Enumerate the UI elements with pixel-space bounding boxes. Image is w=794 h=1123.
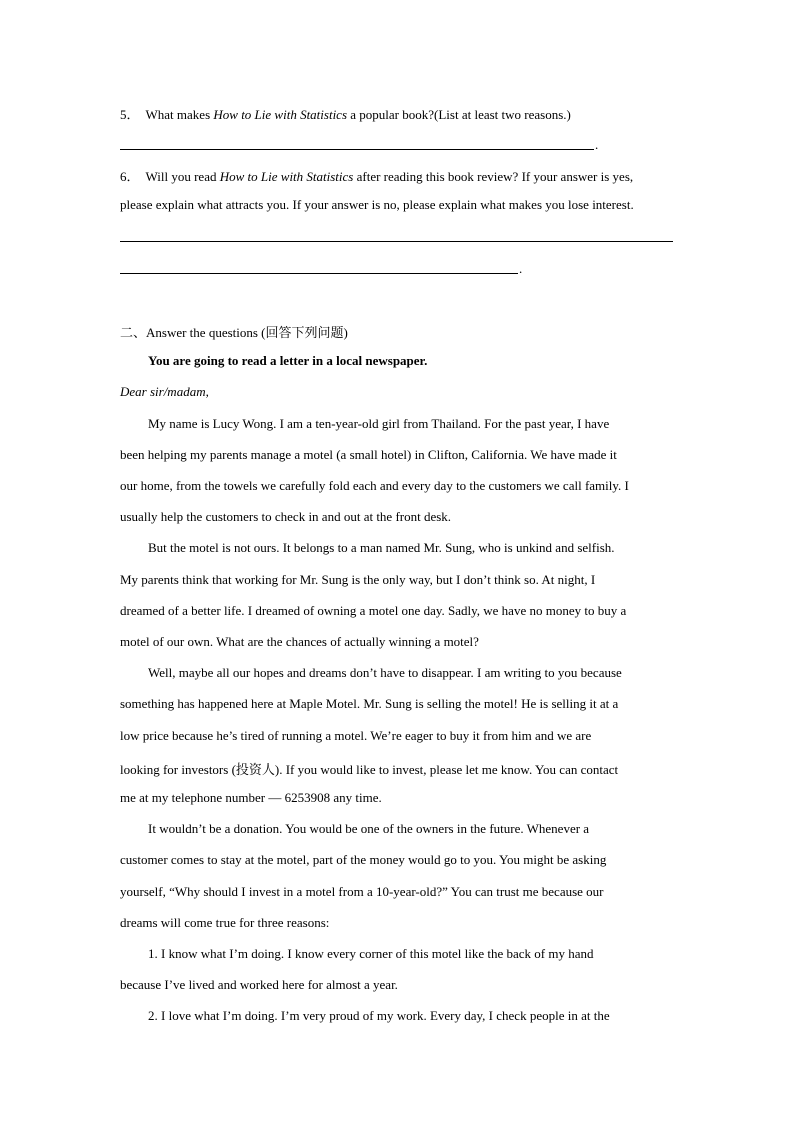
book-title: How to Lie with Statistics: [219, 169, 354, 184]
letter-line: 1. I know what I’m doing. I know every corner of this motel like the back of my hand: [148, 946, 594, 961]
letter-line: me at my telephone number — 6253908 any time.: [120, 790, 382, 805]
question-6-text-post: after reading this book review? If your answer is yes,: [353, 169, 634, 184]
letter-line: 2. I love what I’m doing. I’m very proud of my work. Every day, I check people in at the: [148, 1008, 610, 1023]
question-6: [120, 166, 633, 185]
letter-line: our home, from the towels we carefully fold each and every day to the customers we call family. I: [120, 478, 629, 493]
letter-line: It wouldn’t be a donation. You would be one of the owners in the future. Whenever a: [148, 821, 590, 836]
letter-line: dreamed of a better life. I dreamed of owning a motel one day. Sadly, we have no money to buy a: [120, 603, 627, 618]
question-5-number: 5．: [120, 107, 140, 122]
question-5-text-post: a popular book?(List at least two reasons.): [347, 107, 571, 122]
answer-line-6b[interactable]: [120, 273, 518, 274]
answer-line-5[interactable]: [120, 149, 594, 150]
letter-line: My parents think that working for Mr. Sung is the only way, but I don’t think so. At night, I: [120, 572, 596, 587]
letter-line: looking for investors (投资人). If you would like to invest, please let me know. You can contact: [120, 762, 619, 777]
answer-line-6a[interactable]: [120, 241, 673, 242]
letter-line: customer comes to stay at the motel, part of the money would go to you. You might be asking: [120, 852, 607, 867]
letter-line: because I’ve lived and worked here for almost a year.: [120, 977, 398, 992]
letter-line: Well, maybe all our hopes and dreams don’t have to disappear. I am writing to you because: [148, 665, 622, 680]
letter-line: usually help the customers to check in and out at the front desk.: [120, 509, 452, 524]
question-6-line-2: please explain what attracts you. If your answer is no, please explain what makes you lose interest.: [120, 197, 634, 212]
answer-line-6-end: .: [519, 261, 523, 276]
question-5-text-pre: What makes: [145, 107, 214, 122]
section-heading: 二、Answer the questions (回答下列问题): [120, 325, 348, 340]
letter-line: yourself, “Why should I invest in a motel from a 10-year-old?” You can trust me because our: [120, 884, 604, 899]
reading-instruction: You are going to read a letter in a local newspaper.: [148, 353, 428, 368]
letter-line: something has happened here at Maple Motel. Mr. Sung is selling the motel! He is selling it at a: [120, 696, 619, 711]
letter-salutation: Dear sir/madam,: [120, 384, 209, 399]
book-title: How to Lie with Statistics: [213, 107, 348, 122]
letter-line: been helping my parents manage a motel (a small hotel) in Clifton, California. We have made it: [120, 447, 617, 462]
letter-line: motel of our own. What are the chances of actually winning a motel?: [120, 634, 479, 649]
answer-line-5-end: .: [595, 137, 599, 152]
letter-line: But the motel is not ours. It belongs to a man named Mr. Sung, who is unkind and selfish.: [148, 540, 615, 555]
question-6-number: 6．: [120, 169, 140, 184]
question-5: [120, 104, 571, 123]
letter-line: My name is Lucy Wong. I am a ten-year-old girl from Thailand. For the past year, I have: [148, 416, 610, 431]
letter-line: dreams will come true for three reasons:: [120, 915, 330, 930]
letter-line: low price because he’s tired of running a motel. We’re eager to buy it from him and we are: [120, 728, 592, 743]
question-6-text-pre: Will you read: [145, 169, 220, 184]
